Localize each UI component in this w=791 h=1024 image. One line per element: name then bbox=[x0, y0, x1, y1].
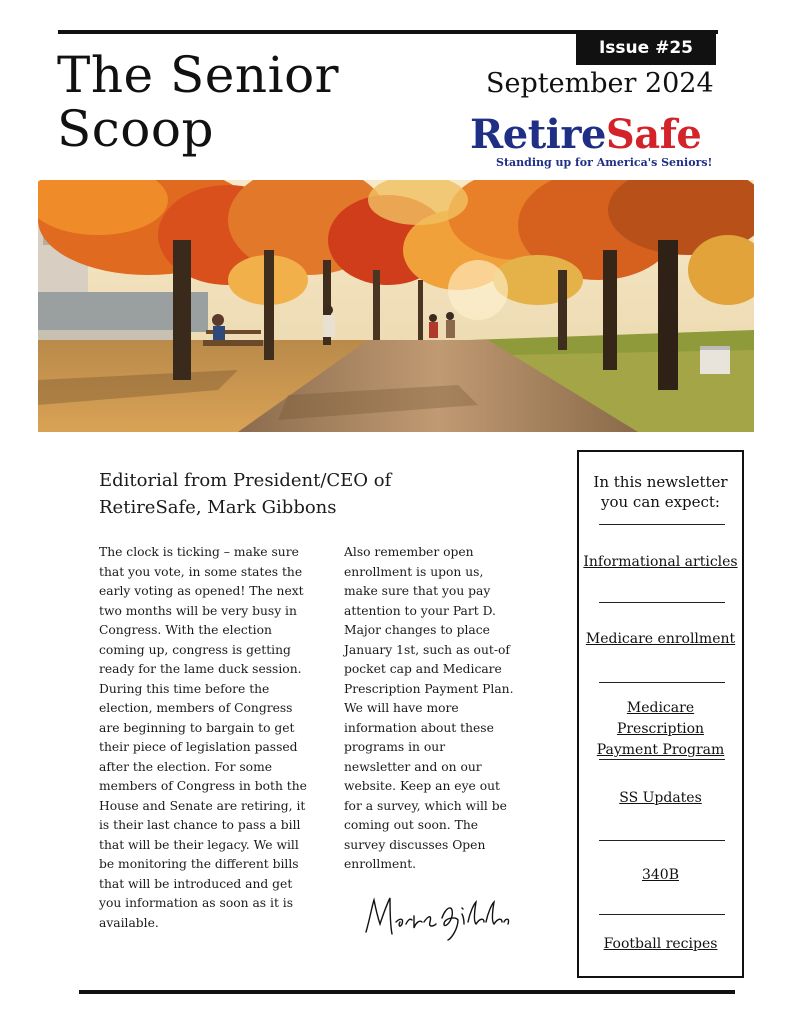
editorial-right-column: Also remember open enrollment is upon us, make sure that you pay attention to your Part D. Major changes to place January 1st, such as out-of pocket cap and Medicare Prescription Payment Plan. We will have more information about these programs in our newsletter and on our website. Keep an eye out for a survey, which will be coming out soon. The survey discusses Open enrollment. bbox=[344, 545, 514, 871]
contents-item-ss-updates[interactable]: SS Updates bbox=[619, 790, 702, 806]
editorial-left-column: The clock is ticking – make sure that you vote, in some states the early voting as opened! The next two months will be very busy in Congress. With the election coming up, congress is getting ready for the lame duck session. During this time before the election, members of Congress are beginning to bargain to get their piece of legislation passed after the election. For some members of Congress in both the House and Senate are retiring, it is their last chance to pass a bill that will be their legacy. We will be monitoring the different bills that will be introduced and get you information as soon as it is available. bbox=[99, 545, 307, 930]
logo-retire: Retire bbox=[470, 111, 606, 158]
contents-item-medicare-prescription-payment-program[interactable]: Medicare Prescription Payment Program bbox=[596, 700, 725, 758]
divider bbox=[599, 602, 725, 603]
divider bbox=[599, 840, 725, 841]
logo-wordmark bbox=[470, 112, 730, 158]
retiresafe-logo bbox=[470, 112, 730, 178]
logo-tagline: Standing up for America's Seniors! bbox=[496, 156, 713, 169]
title-line-1: The Senior bbox=[57, 46, 340, 104]
newsletter-contents-box bbox=[577, 450, 744, 978]
issue-badge: Issue #25 bbox=[576, 31, 716, 65]
contents-item-340b[interactable]: 340B bbox=[641, 867, 679, 883]
editorial-heading: Editorial from President/CEO of RetireSafe, Mark Gibbons bbox=[99, 470, 392, 518]
logo-safe: Safe bbox=[605, 111, 702, 158]
signature bbox=[362, 888, 512, 944]
contents-item-medicare-enrollment[interactable]: Medicare enrollment bbox=[585, 631, 736, 647]
divider bbox=[599, 759, 725, 760]
newsletter-title bbox=[57, 48, 339, 156]
contents-title: In this newsletter you can expect: bbox=[593, 473, 728, 511]
contents-item-informational-articles[interactable]: Informational articles bbox=[583, 554, 738, 570]
issue-date: September 2024 bbox=[486, 68, 714, 99]
divider bbox=[599, 914, 725, 915]
bottom-rule bbox=[79, 990, 735, 994]
title-line-2: Scoop bbox=[57, 100, 214, 158]
divider bbox=[599, 682, 725, 683]
divider bbox=[599, 524, 725, 525]
contents-item-football-recipes[interactable]: Football recipes bbox=[603, 936, 718, 952]
signature-handwriting bbox=[362, 888, 512, 944]
autumn-park-illustration bbox=[38, 180, 754, 432]
hero-image-autumn-park bbox=[38, 180, 754, 432]
